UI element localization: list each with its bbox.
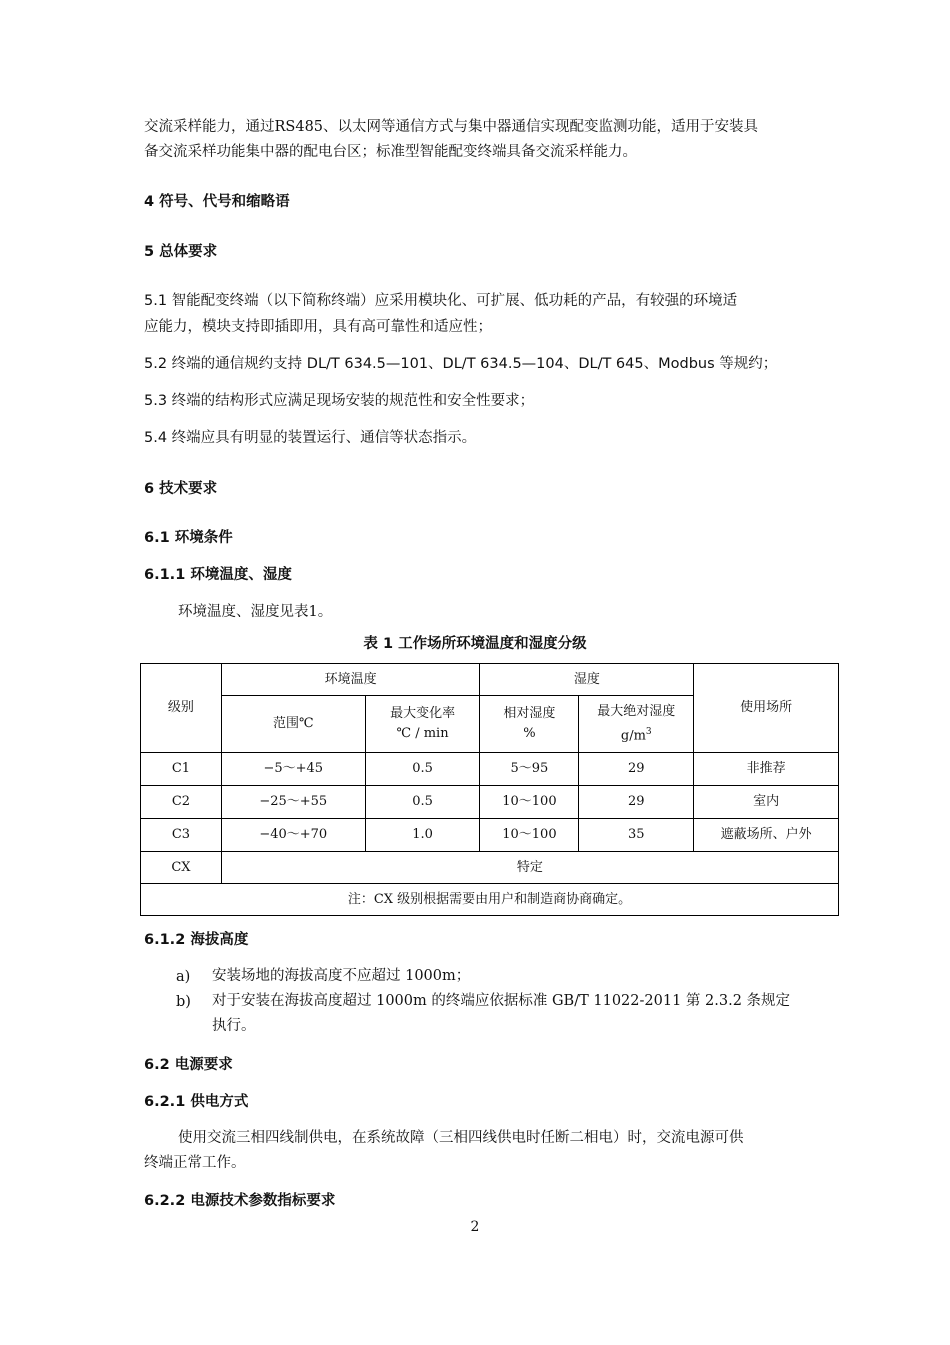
cell-range: −5～+45 (221, 753, 365, 786)
cell-abs: 29 (579, 786, 694, 819)
list-item-continuation: 执行。 (212, 1018, 256, 1034)
clause-5-2: 5.2 终端的通信规约支持 DL/T 634.5—101、DL/T 634.5—104、DL/T 645、Modbus 等规约； (144, 356, 778, 372)
section-heading-6: 6 技术要求 (144, 481, 218, 497)
header-rh-line2: % (523, 726, 536, 741)
cell-rate: 0.5 (365, 786, 480, 819)
table-caption: 表 1 工作场所环境温度和湿度分级 (363, 636, 587, 652)
section-heading-5: 5 总体要求 (144, 244, 218, 260)
cell-range: −40～+70 (221, 819, 365, 852)
table-row (141, 786, 839, 819)
header-rh-line1: 相对湿度 (503, 706, 556, 721)
table-row (141, 753, 839, 786)
cell-abs: 35 (579, 819, 694, 852)
list-label: b) (176, 994, 191, 1010)
header-abs-sup: 3 (645, 726, 652, 737)
section-heading-6-1-1: 6.1.1 环境温度、湿度 (144, 567, 292, 583)
section-heading-6-2-2: 6.2.2 电源技术参数指标要求 (144, 1193, 336, 1209)
cell-place: 非推荐 (694, 753, 839, 786)
header-rate (365, 696, 480, 753)
cell-level: C3 (141, 819, 222, 852)
header-rate-line2: ℃ / min (396, 726, 449, 741)
cell-rate: 1.0 (365, 819, 480, 852)
clause-5-1-line: 5.1 智能配变终端（以下简称终端）应采用模块化、可扩展、低功耗的产品，有较强的环境适 (144, 293, 738, 309)
table-row (141, 819, 839, 852)
section-heading-6-2: 6.2 电源要求 (144, 1057, 233, 1073)
paragraph-line: 终端正常工作。 (144, 1155, 246, 1171)
header-temperature: 环境温度 (221, 664, 480, 696)
paragraph-line: 备交流采样功能集中器的配电台区；标准型智能配变终端具备交流采样能力。 (144, 144, 637, 160)
clause-5-4: 5.4 终端应具有明显的装置运行、通信等状态指示。 (144, 430, 477, 446)
header-rate-line1: 最大变化率 (390, 706, 456, 721)
section-heading-4: 4 符号、代号和缩略语 (144, 194, 290, 210)
section-heading-6-1: 6.1 环境条件 (144, 530, 233, 546)
cell-level: C2 (141, 786, 222, 819)
cell-rh: 10～100 (480, 786, 579, 819)
cell-rh: 5～95 (480, 753, 579, 786)
table-row-cx (141, 852, 839, 884)
header-abs-line2 (579, 722, 693, 746)
paragraph-line: 交流采样能力，通过RS485、以太网等通信方式与集中器通信实现配变监测功能，适用于安装具 (144, 119, 759, 135)
environment-table (140, 663, 839, 916)
paragraph-line: 使用交流三相四线制供电，在系统故障（三相四线供电时任断二相电）时，交流电源可供 (178, 1130, 744, 1146)
page-number: 2 (470, 1219, 480, 1235)
section-heading-6-1-2: 6.1.2 海拔高度 (144, 932, 249, 948)
list-label: a) (176, 969, 191, 985)
clause-5-1-line: 应能力，模块支持即插即用，具有高可靠性和适应性； (144, 319, 492, 335)
list-item: 对于安装在海拔高度超过 1000m 的终端应依据标准 GB/T 11022-2011 第 2.3.2 条规定 (212, 993, 791, 1009)
header-level: 级别 (141, 664, 222, 753)
cell-rh: 10～100 (480, 819, 579, 852)
cell-place: 遮蔽场所、户外 (694, 819, 839, 852)
header-abs-line1: 最大绝对湿度 (597, 703, 676, 719)
clause-5-3: 5.3 终端的结构形式应满足现场安装的规范性和安全性要求； (144, 393, 535, 409)
table-note-row (141, 884, 839, 916)
cell-place: 室内 (694, 786, 839, 819)
paragraph-6-1-1: 环境温度、湿度见表1。 (178, 604, 333, 620)
cell-range: −25～+55 (221, 786, 365, 819)
table-header-row (141, 664, 839, 696)
header-relative-humidity (480, 696, 579, 753)
header-absolute-humidity (579, 696, 694, 753)
cell-rate: 0.5 (365, 753, 480, 786)
section-heading-6-2-1: 6.2.1 供电方式 (144, 1094, 249, 1110)
header-abs-unit: g/m (620, 728, 646, 744)
list-item: 安装场地的海拔高度不应超过 1000m； (212, 968, 471, 984)
cell-abs: 29 (579, 753, 694, 786)
header-range: 范围℃ (221, 696, 365, 753)
cell-level: C1 (141, 753, 222, 786)
cell-level: CX (141, 852, 222, 884)
header-place: 使用场所 (694, 664, 839, 753)
header-humidity: 湿度 (480, 664, 694, 696)
cell-cx-value: 特定 (221, 852, 838, 884)
table-note: 注：CX 级别根据需要由用户和制造商协商确定。 (141, 884, 839, 916)
